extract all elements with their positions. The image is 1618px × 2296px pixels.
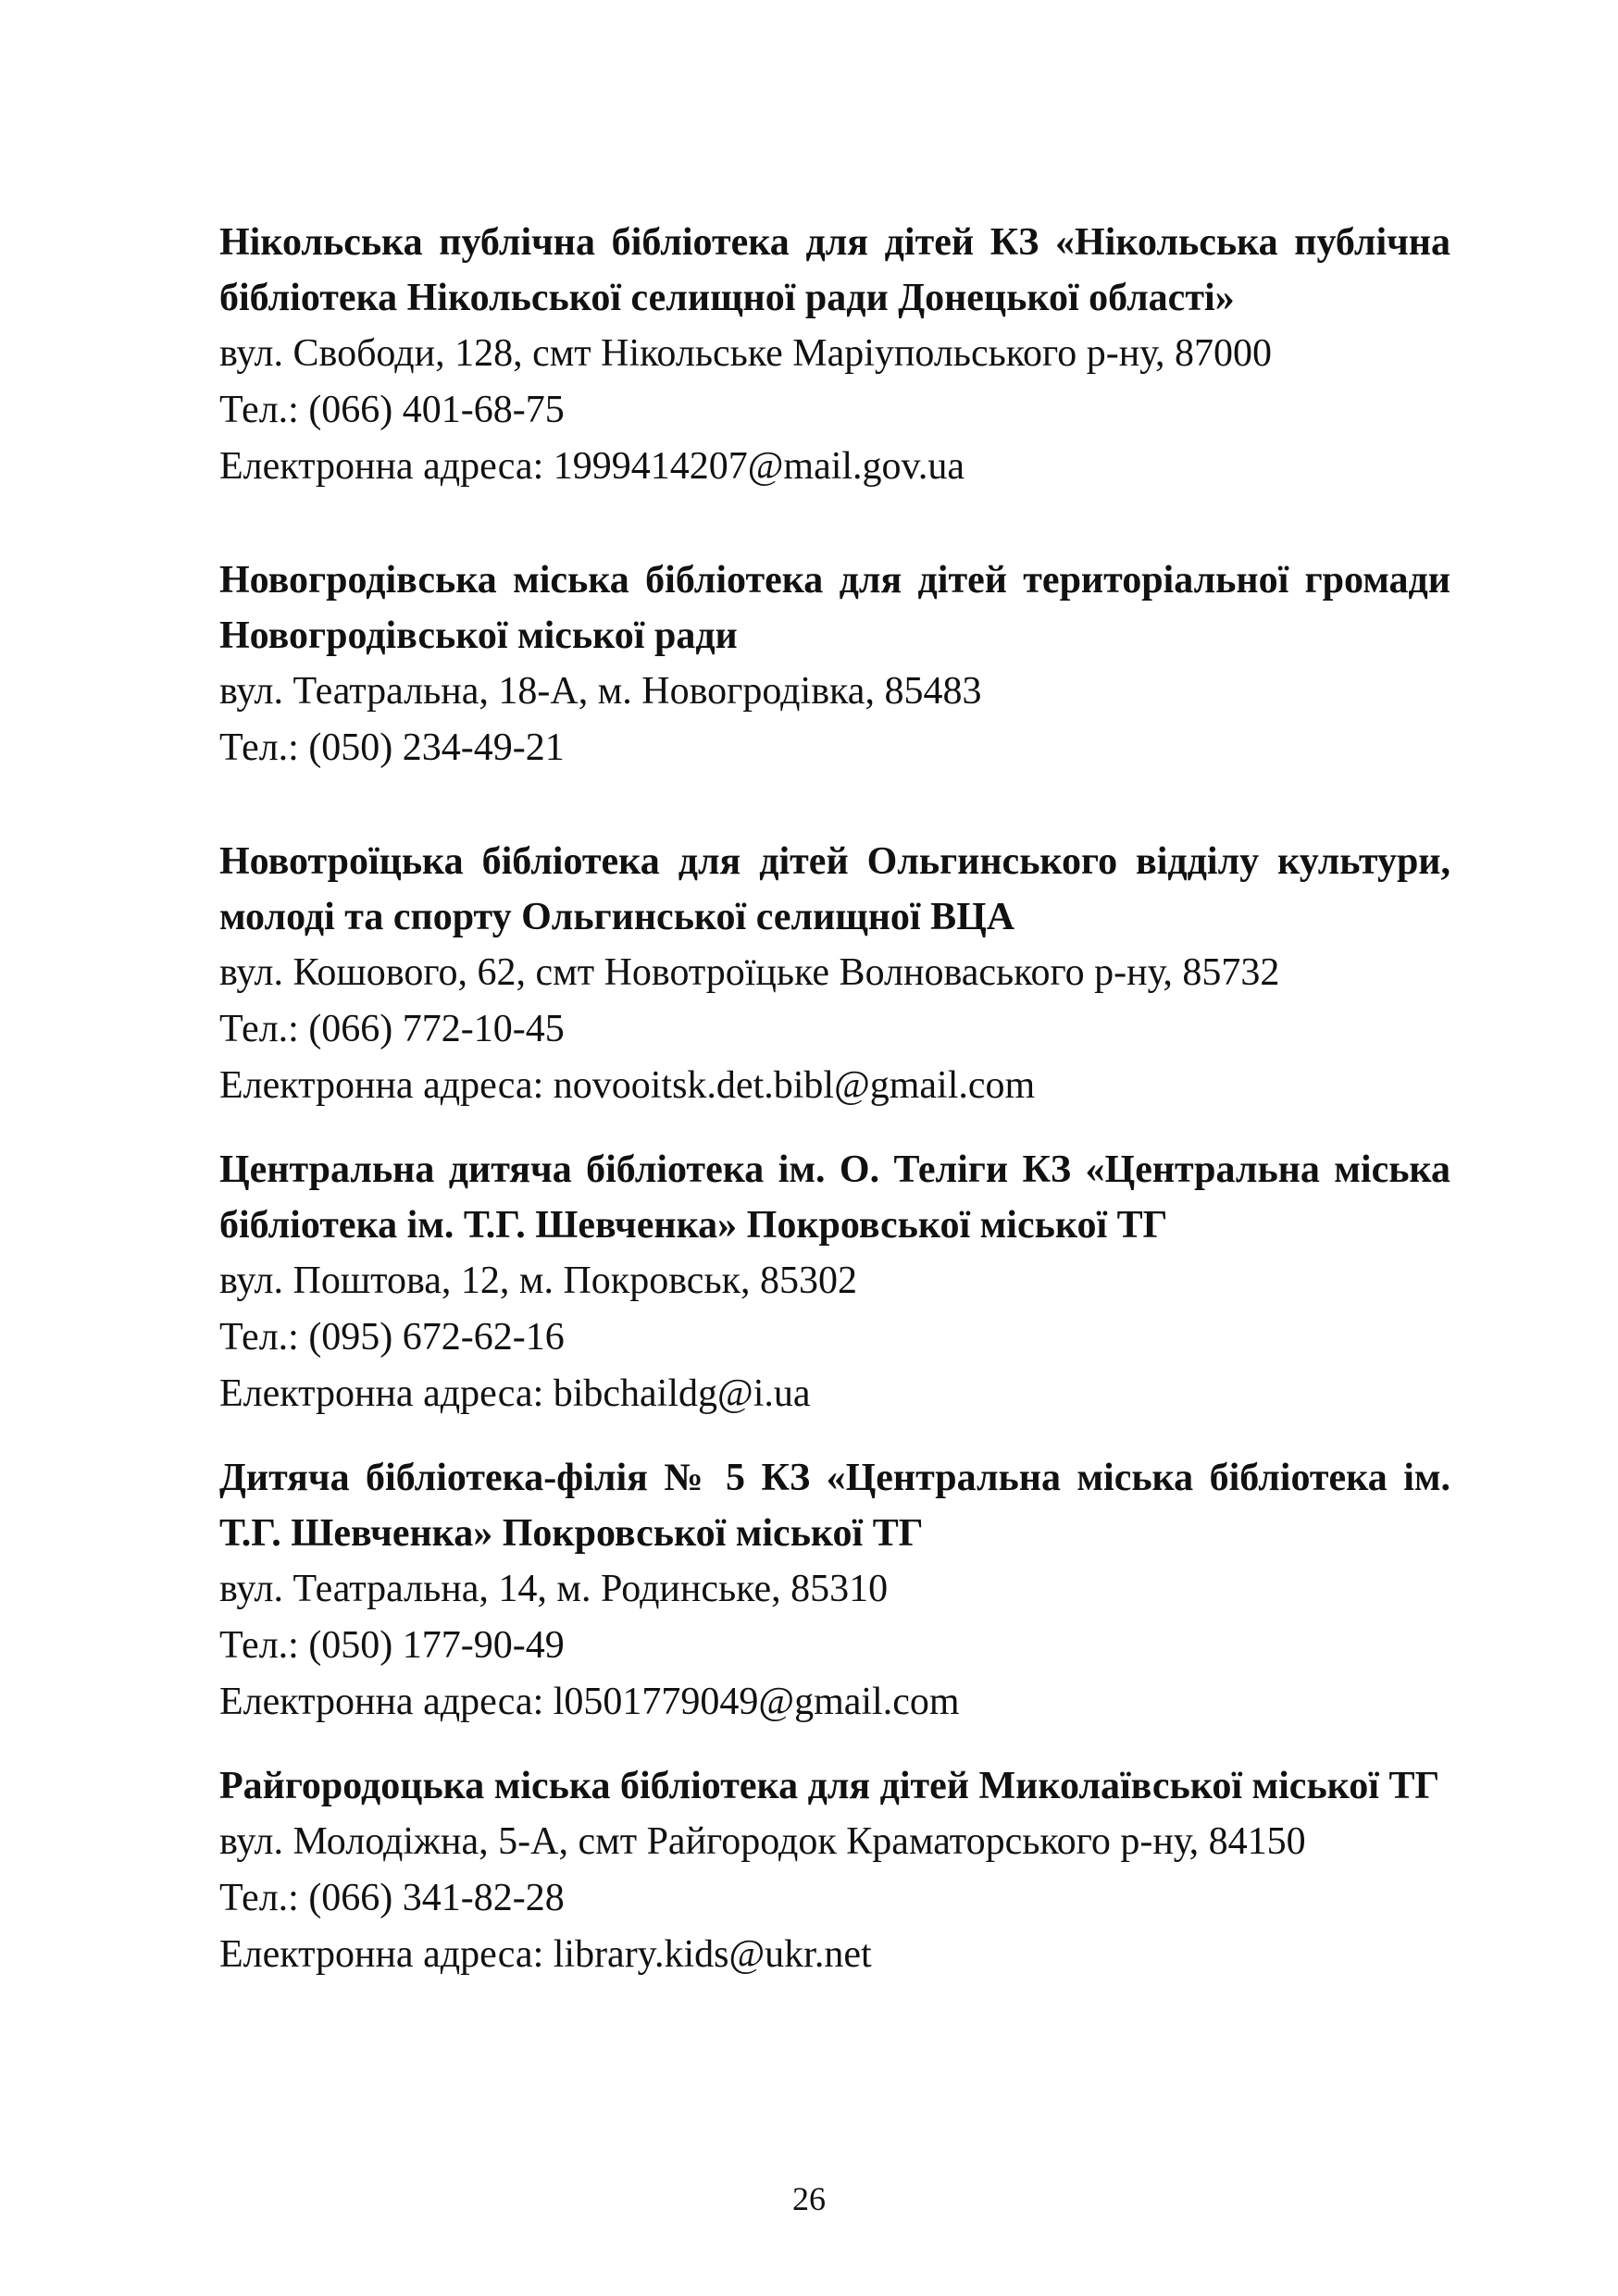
library-address: вул. Театральна, 18-А, м. Новогродівка, 85483	[219, 670, 982, 713]
library-entry	[219, 1758, 1450, 1983]
library-address: вул. Поштова, 12, м. Покровськ, 85302	[219, 1260, 858, 1302]
library-entry	[219, 215, 1450, 495]
library-phone: Тел.: (095) 672-62-16	[219, 1316, 565, 1359]
entry-spacer	[219, 776, 1450, 834]
entry-spacer	[219, 1731, 1450, 1758]
library-address: вул. Кошового, 62, смт Новотроїцьке Волноваського р-ну, 85732	[219, 951, 1280, 994]
entry-spacer	[219, 495, 1450, 552]
library-email: Електронна адреса: l0501779049@gmail.com	[219, 1681, 960, 1723]
library-title: Дитяча бібліотека-філія № 5 КЗ «Центральна міська бібліотека ім. Т.Г. Шевченка» Покровської міської ТГ	[219, 1457, 1450, 1555]
library-title: Центральна дитяча бібліотека ім. О. Теліги КЗ «Центральна міська бібліотека ім. Т.Г. Шевченка» Покровської міської ТГ	[219, 1148, 1450, 1247]
library-email: Електронна адреса: library.kids@ukr.net	[219, 1933, 872, 1976]
library-email: Електронна адреса: 1999414207@mail.gov.ua	[219, 445, 965, 488]
library-entry	[219, 1142, 1450, 1422]
page-number: 26	[792, 2180, 826, 2217]
library-entry	[219, 1450, 1450, 1731]
library-email: Електронна адреса: bibchaildg@i.ua	[219, 1372, 811, 1415]
library-phone: Тел.: (066) 341-82-28	[219, 1877, 565, 1919]
library-phone: Тел.: (050) 234-49-21	[219, 726, 565, 769]
entry-spacer	[219, 1114, 1450, 1142]
library-phone: Тел.: (066) 772-10-45	[219, 1008, 565, 1050]
library-title: Райгородоцька міська бібліотека для дітей Миколаївської міської ТГ	[219, 1765, 1440, 1807]
library-phone: Тел.: (050) 177-90-49	[219, 1624, 565, 1667]
page-content	[219, 215, 1450, 1983]
library-title: Новотроїцька бібліотека для дітей Ольгинського відділу культури, молоді та спорту Ольгинської селищної ВЦА	[219, 840, 1450, 938]
library-entry	[219, 834, 1450, 1114]
library-title: Нікольська публічна бібліотека для дітей КЗ «Нікольська публічна бібліотека Нікольської селищної ради Донецької області»	[219, 221, 1450, 319]
library-phone: Тел.: (066) 401-68-75	[219, 389, 565, 431]
library-email: Електронна адреса: novooitsk.det.bibl@gmail.com	[219, 1064, 1036, 1107]
library-address: вул. Свободи, 128, смт Нікольське Маріупольського р-ну, 87000	[219, 332, 1272, 375]
library-entry	[219, 552, 1450, 776]
entry-spacer	[219, 1422, 1450, 1450]
library-address: вул. Театральна, 14, м. Родинське, 85310	[219, 1568, 889, 1610]
library-title: Новогродівська міська бібліотека для дітей територіальної громади Новогродівської міської ради	[219, 559, 1450, 657]
library-address: вул. Молодіжна, 5-А, смт Райгородок Краматорського р-ну, 84150	[219, 1820, 1306, 1863]
